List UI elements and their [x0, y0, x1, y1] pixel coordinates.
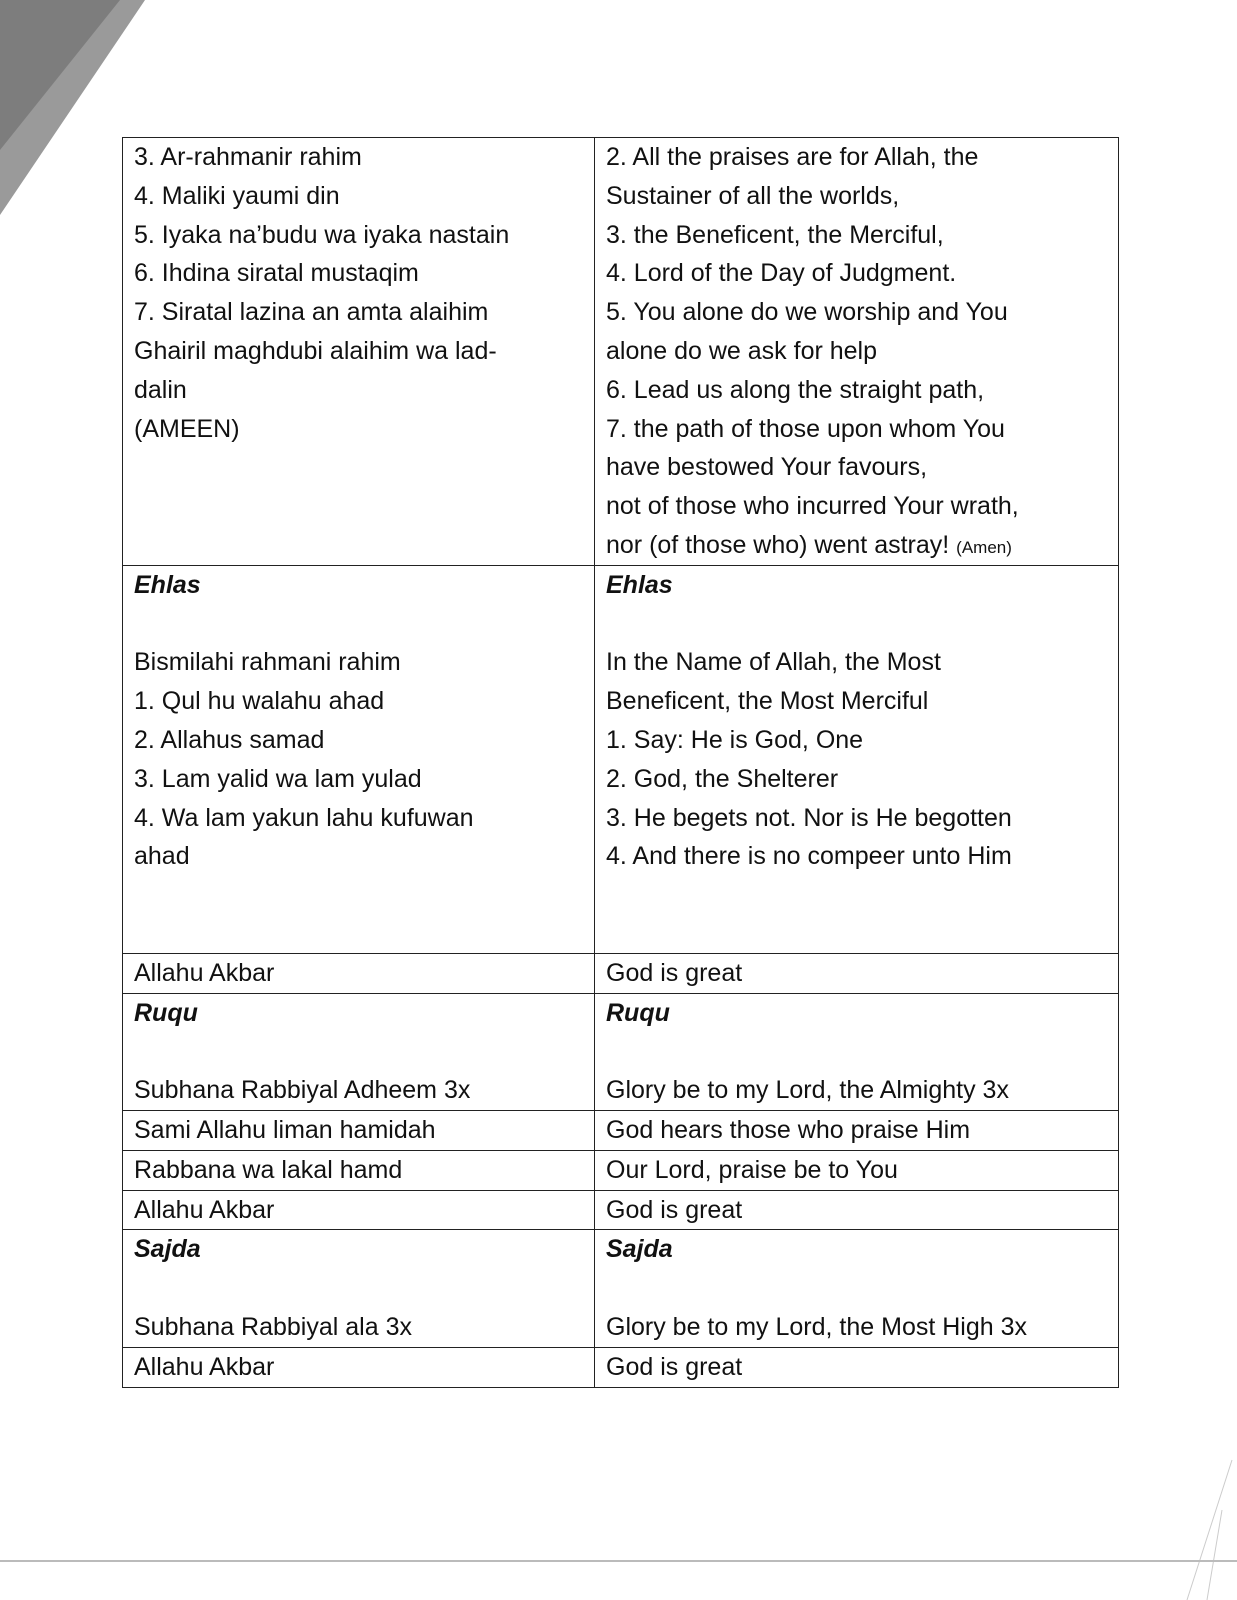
transliteration-cell [123, 953, 595, 993]
table-row [123, 138, 1119, 566]
text-line [134, 954, 584, 993]
line-text: Allahu Akbar [134, 1352, 275, 1381]
text-line [134, 1032, 584, 1071]
text-line [606, 760, 1108, 799]
text-line [606, 410, 1108, 449]
line-text: 4. Wa lam yakun lahu kufuwan [134, 803, 474, 832]
text-line [606, 448, 1108, 487]
section-heading: Ehlas [134, 570, 201, 599]
line-text: God is great [606, 1352, 743, 1381]
table-row [123, 1110, 1119, 1150]
text-line [134, 1151, 584, 1190]
text-line [606, 254, 1108, 293]
line-text: 3. Ar-rahmanir rahim [134, 143, 362, 171]
transliteration-cell [123, 1150, 595, 1190]
section-heading: Ehlas [606, 570, 673, 599]
text-line [134, 760, 584, 799]
text-line [134, 216, 584, 255]
transliteration-cell [123, 138, 595, 566]
line-text: 4. And there is no compeer unto Him [606, 842, 1012, 871]
line-text: 3. He begets not. Nor is He begotten [606, 803, 1012, 832]
line-text: 4. Lord of the Day of Judgment. [606, 259, 957, 288]
text-line [134, 1348, 584, 1387]
text-line [606, 293, 1108, 332]
amen-note: (Amen) [956, 537, 1012, 557]
section-heading: Sajda [606, 1235, 673, 1264]
line-text: 4. Maliki yaumi din [134, 181, 340, 210]
line-text: dalin [134, 375, 187, 404]
line-text: Allahu Akbar [134, 1195, 275, 1224]
line-text: God is great [606, 958, 743, 987]
line-text: 1. Qul hu walahu ahad [134, 687, 385, 716]
text-line [606, 721, 1108, 760]
line-text: Rabbana wa lakal hamd [134, 1155, 403, 1184]
translation-cell [595, 1150, 1119, 1190]
text-line [606, 1111, 1108, 1150]
text-line [134, 682, 584, 721]
text-line [134, 799, 584, 838]
line-text: 3. Lam yalid wa lam yulad [134, 764, 422, 793]
text-line [606, 837, 1108, 876]
line-text: have bestowed Your favours, [606, 453, 928, 482]
line-text: 7. the path of those upon whom You [606, 414, 1005, 443]
line-text: God hears those who praise Him [606, 1115, 971, 1144]
line-text: 6. Ihdina siratal mustaqim [134, 259, 419, 288]
text-line [606, 177, 1108, 216]
line-text: not of those who incurred Your wrath, [606, 492, 1019, 521]
line-text: Glory be to my Lord, the Almighty 3x [606, 1076, 1009, 1105]
text-line [134, 254, 584, 293]
translation-cell [595, 1190, 1119, 1230]
text-line [606, 1269, 1108, 1308]
text-line [606, 1032, 1108, 1071]
translation-cell [595, 993, 1119, 1110]
translation-cell [595, 1110, 1119, 1150]
text-line [134, 837, 584, 876]
transliteration-cell [123, 565, 595, 953]
section-heading: Sajda [134, 1235, 201, 1264]
text-line [606, 682, 1108, 721]
line-text: In the Name of Allah, the Most [606, 648, 941, 677]
text-line [134, 1111, 584, 1150]
text-line [134, 138, 584, 177]
line-text: 7. Siratal lazina an amta alaihim [134, 298, 489, 327]
line-text: Bismilahi rahmani rahim [134, 648, 401, 677]
line-text: Sustainer of all the worlds, [606, 181, 900, 210]
section-heading: Ruqu [606, 998, 670, 1027]
text-line [134, 410, 584, 449]
table-row [123, 565, 1119, 953]
translation-cell [595, 565, 1119, 953]
table-row [123, 1347, 1119, 1387]
translation-cell [595, 1347, 1119, 1387]
line-text: Sami Allahu liman hamidah [134, 1115, 436, 1144]
line-text: Subhana Rabbiyal Adheem 3x [134, 1076, 471, 1105]
text-line [606, 1071, 1108, 1110]
text-line [606, 954, 1108, 993]
text-line [606, 643, 1108, 682]
translation-cell [595, 953, 1119, 993]
table-row [123, 1190, 1119, 1230]
line-text: 6. Lead us along the straight path, [606, 375, 985, 404]
text-line [606, 1348, 1108, 1387]
line-text: Ghairil maghdubi alaihim wa lad- [134, 336, 497, 365]
line-text: (AMEEN) [134, 414, 240, 443]
text-line [606, 605, 1108, 644]
scan-edge-line [0, 1560, 1237, 1562]
translation-cell [595, 1230, 1119, 1347]
line-text: Allahu Akbar [134, 958, 275, 987]
transliteration-cell [123, 1347, 595, 1387]
line-text: ahad [134, 842, 190, 871]
line-text: 2. Allahus samad [134, 725, 325, 754]
text-line [606, 1151, 1108, 1190]
table-row [123, 1150, 1119, 1190]
page-edge-marks [1127, 1450, 1237, 1600]
text-line [134, 177, 584, 216]
text-line [134, 605, 584, 644]
translation-cell [595, 138, 1119, 566]
line-text: Subhana Rabbiyal ala 3x [134, 1312, 412, 1341]
transliteration-cell [123, 1190, 595, 1230]
table-row [123, 993, 1119, 1110]
line-text: alone do we ask for help [606, 336, 878, 365]
text-line [606, 216, 1108, 255]
text-line [134, 1269, 584, 1308]
text-line [606, 799, 1108, 838]
text-line [606, 1191, 1108, 1230]
line-text: Our Lord, praise be to You [606, 1155, 898, 1184]
table-row [123, 1230, 1119, 1347]
text-line [134, 332, 584, 371]
text-line [134, 643, 584, 682]
line-text: 3. the Beneficent, the Merciful, [606, 220, 944, 249]
line-text: Beneficent, the Most Merciful [606, 687, 929, 716]
text-line [134, 721, 584, 760]
line-text: 2. All the praises are for Allah, the [606, 143, 979, 171]
line-text: 5. You alone do we worship and You [606, 298, 1008, 327]
line-text: nor (of those who) went astray! [606, 530, 950, 559]
table-row [123, 953, 1119, 993]
line-text: Glory be to my Lord, the Most High 3x [606, 1312, 1028, 1341]
transliteration-cell [123, 993, 595, 1110]
prayer-translation-table [122, 137, 1119, 1388]
text-line [134, 293, 584, 332]
text-line [606, 1308, 1108, 1347]
line-text: God is great [606, 1195, 743, 1224]
text-line [606, 487, 1108, 526]
section-heading: Ruqu [134, 998, 198, 1027]
text-line [134, 1071, 584, 1110]
line-text: 1. Say: He is God, One [606, 725, 864, 754]
transliteration-cell [123, 1110, 595, 1150]
line-text: 5. Iyaka na’budu wa iyaka nastain [134, 220, 510, 249]
text-line [606, 371, 1108, 410]
text-line [606, 138, 1108, 177]
text-line [134, 1191, 584, 1230]
text-line [606, 332, 1108, 371]
text-line [134, 371, 584, 410]
transliteration-cell [123, 1230, 595, 1347]
text-line [134, 1308, 584, 1347]
line-text: 2. God, the Shelterer [606, 764, 839, 793]
text-line [606, 526, 1108, 565]
